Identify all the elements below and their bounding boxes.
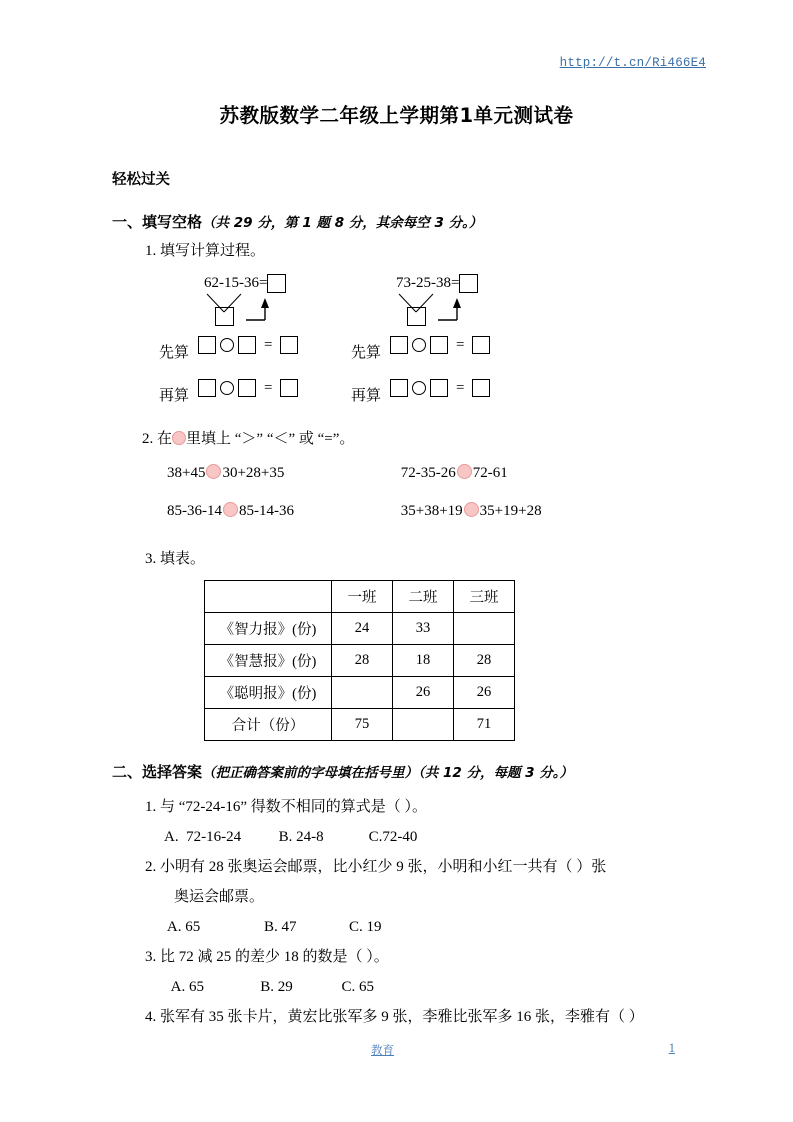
comparison-pair [401, 465, 508, 481]
answer-box[interactable] [459, 274, 478, 293]
table-header-row [205, 581, 515, 613]
section-1-heading [112, 211, 702, 232]
equals-sign: = [264, 379, 273, 396]
table-cell[interactable] [332, 677, 393, 709]
result-box[interactable] [280, 336, 298, 354]
right-expression: 35+19+28 [479, 503, 542, 519]
source-url-link[interactable]: http://t.cn/Ri466E4 [559, 56, 706, 70]
operand-box[interactable] [430, 336, 448, 354]
operator-circle[interactable] [220, 381, 234, 395]
page-title: 苏教版数学二年级上学期第1单元测试卷 [219, 104, 574, 127]
calc-expr-text-1: 62-15-36= [204, 275, 268, 291]
section-2-title: 二、选择答案 [112, 763, 203, 781]
up-arrow-icon-2 [437, 298, 467, 324]
equals-sign: = [456, 336, 465, 353]
comparison-pair [167, 492, 397, 530]
operand-box[interactable] [198, 336, 216, 354]
question-2-1-text: 1. 与 “72-24-16” 得数不相同的算式是（ ）。 [145, 799, 428, 815]
document-body [112, 168, 702, 1032]
table-cell[interactable]: 28 [454, 645, 515, 677]
section-1-title: 一、填写空格 [112, 213, 203, 231]
comparison-circle[interactable] [457, 464, 472, 479]
question-2-3-options[interactable]: A. 65 B. 29 C. 65 [164, 979, 375, 995]
equals-sign: = [456, 379, 465, 396]
result-box[interactable] [472, 336, 490, 354]
operand-box[interactable] [390, 336, 408, 354]
intermediate-box-wrap-2 [407, 307, 426, 326]
comparison-rows [167, 454, 702, 530]
question-2-1-options[interactable]: A. 72-16-24 B. 24-8 C.72-40 [164, 829, 418, 845]
table-header-cell: 三班 [454, 581, 515, 613]
table-cell[interactable] [393, 709, 454, 741]
question-1-2-prefix: 2. 在 [142, 431, 173, 447]
first-calc-row-1 [198, 336, 298, 354]
question-2-3-text: 3. 比 72 减 25 的差少 18 的数是（ ）。 [145, 949, 389, 965]
calc-expression-1 [204, 274, 286, 293]
comparison-circle[interactable] [206, 464, 221, 479]
intermediate-answer-box[interactable] [215, 307, 234, 326]
newspaper-table-wrap [204, 580, 702, 741]
intermediate-answer-box[interactable] [407, 307, 426, 326]
table-header-cell: 二班 [393, 581, 454, 613]
table-cell[interactable]: 75 [332, 709, 393, 741]
operand-box[interactable] [390, 379, 408, 397]
question-2-2-options[interactable]: A. 65 B. 47 C. 19 [164, 919, 382, 935]
operand-box[interactable] [238, 336, 256, 354]
operand-box[interactable] [238, 379, 256, 397]
left-expression: 72-35-26 [400, 465, 456, 481]
operand-box[interactable] [430, 379, 448, 397]
calc-expression-2 [396, 274, 478, 293]
question-1-1-text: 1. 填写计算过程。 [145, 243, 266, 259]
table-cell[interactable]: 26 [454, 677, 515, 709]
up-arrow-icon-1 [245, 298, 275, 324]
left-expression: 35+38+19 [400, 503, 463, 519]
section-1-note: （共 29 分，第 1 题 8 分，其余每空 3 分。） [202, 215, 483, 231]
table-row [205, 709, 515, 741]
operator-circle[interactable] [220, 338, 234, 352]
table-cell[interactable]: 24 [332, 613, 393, 645]
comparison-pair [401, 503, 542, 519]
question-1-2-suffix: 里填上 “＞” “＜” 或 “=”。 [186, 431, 355, 447]
left-expression: 38+45 [167, 465, 206, 481]
intermediate-box-wrap-1 [215, 307, 234, 326]
first-calc-row-2 [390, 336, 490, 354]
table-row [205, 677, 515, 709]
comparison-row [167, 492, 702, 530]
right-expression: 85-14-36 [239, 503, 294, 519]
comparison-pair [167, 454, 397, 492]
table-header-cell: 一班 [332, 581, 393, 613]
table-row-label: 《智力报》(份) [205, 613, 332, 645]
newspaper-table [204, 580, 515, 741]
table-row [205, 613, 515, 645]
table-row-label: 《智慧报》(份) [205, 645, 332, 677]
table-row [205, 645, 515, 677]
answer-box[interactable] [267, 274, 286, 293]
first-calc-label-1: 先算 [159, 345, 190, 361]
result-box[interactable] [472, 379, 490, 397]
operand-box[interactable] [198, 379, 216, 397]
second-calc-row-2 [390, 379, 490, 397]
table-row-label: 合计（份） [205, 709, 332, 741]
table-cell[interactable]: 71 [454, 709, 515, 741]
question-2-4-text: 4. 张军有 35 张卡片，黄宏比张军多 9 张，李雅比张军多 16 张，李雅有（ ） [145, 1009, 644, 1025]
comparison-circle-icon [172, 431, 186, 445]
table-cell[interactable] [454, 613, 515, 645]
operator-circle[interactable] [412, 338, 426, 352]
section-2-heading [112, 761, 702, 782]
equals-sign: = [264, 336, 273, 353]
calc-expr-text-2: 73-25-38= [396, 275, 460, 291]
table-cell[interactable]: 28 [332, 645, 393, 677]
table-cell[interactable]: 26 [393, 677, 454, 709]
second-calc-row-1 [198, 379, 298, 397]
left-expression: 85-36-14 [167, 503, 222, 519]
second-calc-label-2: 再算 [351, 388, 382, 404]
second-calc-label-1: 再算 [159, 388, 190, 404]
footer-link[interactable]: 教育 [371, 1043, 394, 1057]
question-2-2-text: 2. 小明有 28 张奥运会邮票，比小红少 9 张，小明和小红一共有（ ）张 [145, 859, 607, 875]
result-box[interactable] [280, 379, 298, 397]
question-1-3-text: 3. 填表。 [145, 551, 206, 567]
question-1-2-text [142, 424, 702, 454]
section-2-note: （共 12 分，每题 3 分。） [418, 765, 573, 781]
calc-process-area [112, 274, 702, 424]
table-cell[interactable]: 33 [393, 613, 454, 645]
page-number: 1 [668, 1041, 675, 1055]
table-row-label: 《聪明报》(份) [205, 677, 332, 709]
subtitle-easy-pass: 轻松过关 [112, 172, 170, 188]
section-2-paren: （把正确答案前的字母填在括号里） [202, 765, 419, 781]
question-2-2-text-cont: 奥运会邮票。 [174, 889, 265, 905]
operator-circle[interactable] [412, 381, 426, 395]
comparison-row [167, 454, 702, 492]
first-calc-label-2: 先算 [351, 345, 382, 361]
right-expression: 72-61 [472, 465, 508, 481]
right-expression: 30+28+35 [222, 465, 285, 481]
table-cell[interactable]: 18 [393, 645, 454, 677]
comparison-circle[interactable] [223, 502, 238, 517]
comparison-circle[interactable] [464, 502, 479, 517]
table-header-cell [205, 581, 332, 613]
